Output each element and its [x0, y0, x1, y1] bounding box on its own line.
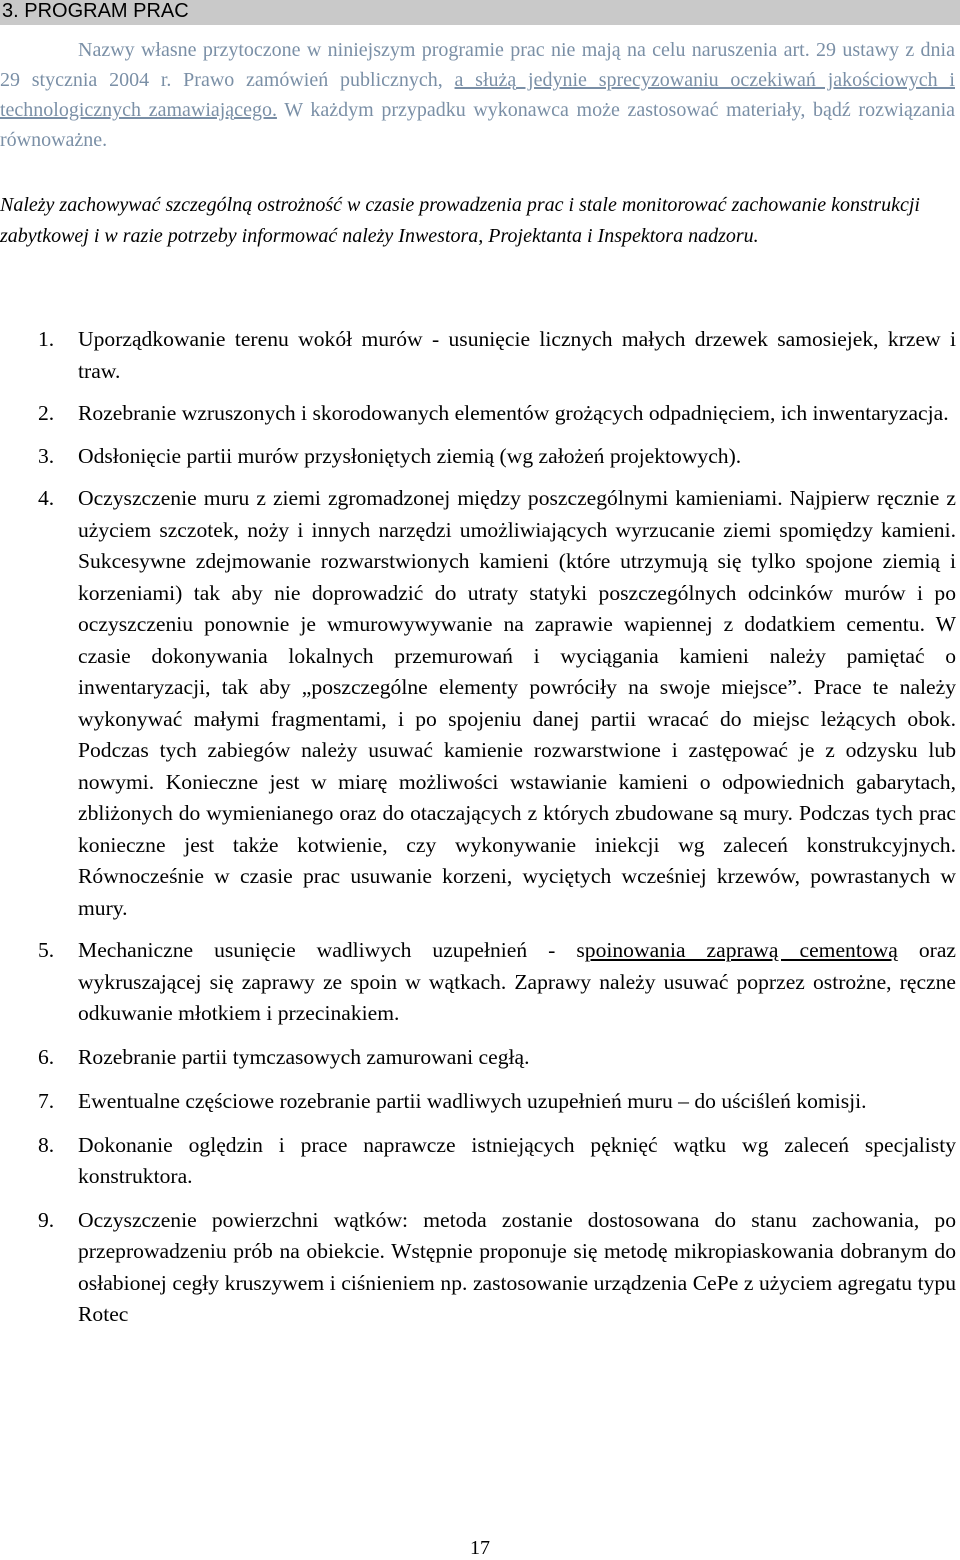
list-number: 3.: [38, 443, 55, 468]
work-steps-list: [0, 324, 956, 1331]
list-text: Dokonanie oględzin i prace naprawcze istniejących pęknięć wątku wg zaleceń specjalisty konstruktora.: [78, 1132, 956, 1188]
list-item: [0, 1205, 956, 1331]
section-heading: 3. PROGRAM PRAC: [0, 0, 960, 25]
list-text: Odsłonięcie partii murów przysłoniętych ziemią (wg założeń projektowych).: [78, 443, 742, 468]
list-item: [0, 1130, 956, 1193]
list-item: [0, 1042, 956, 1074]
list-number: 7.: [38, 1089, 55, 1113]
list-number: 6.: [38, 1044, 55, 1069]
legal-note: [0, 35, 955, 155]
list-number: 2.: [38, 401, 55, 425]
page-number: 17: [470, 1537, 490, 1559]
list-text: Rozebranie partii tymczasowych zamurowani cegłą.: [78, 1044, 530, 1069]
list-item: [0, 483, 956, 924]
legal-note-part-3: W każdym przypadku wykonawca może zastosować materiały, bądź rozwiązania równoważne.: [0, 99, 956, 151]
list-text: Ewentualne częściowe rozebranie partii wadliwych uzupełnień muru – do uściśleń komisji.: [78, 1089, 867, 1113]
list-item: [0, 324, 956, 387]
list-text-part-1: Mechaniczne usunięcie wadliwych uzupełnień - s: [78, 938, 585, 962]
list-text-underlined: poinowania zaprawą cementową: [584, 938, 898, 962]
list-text-part-3: oraz wykruszającej się zaprawy ze spoin w wątkach. Zaprawy należy usuwać poprzez ostrożne, ręczne odkuwanie młotkiem i przecinakiem.: [78, 938, 956, 1025]
legal-note-part-1: Nazwy własne przytoczone w niniejszym programie prac nie mają na celu naruszenia art. 29 ustawy z dnia 29 stycznia 2004 r. Prawo zamówień publicznych,: [0, 39, 955, 91]
list-number: 9.: [38, 1207, 55, 1232]
list-number: 5.: [38, 938, 55, 962]
list-item: [0, 935, 956, 1030]
list-text: Oczyszczenie powierzchni wątków: metoda zostanie dostosowana do stanu zachowania, po przeprowadzeniu prób na obiekcie. Wstępnie proponuje się metodę mikropiaskowania dobranym do osłabionej cegły kruszywem i ciśnieniem np. zastosowanie urządzenia CePe z użyciem agregatu typu Rotec: [78, 1207, 956, 1326]
list-item: [0, 1086, 956, 1118]
list-number: 1.: [38, 327, 55, 351]
list-text: Uporządkowanie terenu wokół murów - usunięcie licznych małych drzewek samosiejek, krzew i traw.: [78, 327, 956, 383]
caution-paragraph: Należy zachowywać szczególną ostrożność w czasie prowadzenia prac i stale monitorować zachowanie konstrukcji zabytkowej i w razie potrzeby informować należy Inwestora, Projektanta i Inspektora nadzoru.: [0, 194, 920, 247]
list-item: [0, 441, 956, 473]
list-number: 4.: [38, 486, 55, 510]
list-text: Oczyszczenie muru z ziemi zgromadzonej między poszczególnymi kamieniami. Najpierw ręcznie z użyciem szczotek, noży i innych narzędzi umożliwiających wyrzucanie ziemi spomiędzy kamieni. Sukcesywne zdejmowanie rozwarstwionych kamieni (które utrzymują się tylko spojone ziemią i korzeniami) tak aby nie doprowadzić do utraty statyki poszczególnych odcinków murów i po oczyszczeniu ponownie je wmurowywywanie na zaprawie wapiennej z dodatkiem cementu. W czasie dokonywania lokalnych przemurowań i wyciągania kamieni należy pamiętać o inwentaryzacji, tak aby „poszczególne elementy powróciły na swoje miejsce”. Prace te należy wykonywać małymi fragmentami, i po spojeniu danej partii wracać do miejsc leżących obok. Podczas tych zabiegów należy usuwać kamienie rozwarstwione i zastępować je z odzysku lub nowymi. Konieczne jest w miarę możliwości wstawianie kamieni o odpowiednich gabarytach, zbliżonych do wymienianego oraz do otaczających z których zbudowane są mury. Podczas tych prac konieczne jest także kotwienie, czy wykonywanie iniekcji wg zaleceń konstrukcyjnych. Równocześnie w czasie prac usuwanie korzeni, wyciętych wcześniej krzewów, powrastanych w mury.: [78, 486, 956, 920]
list-text: Rozebranie wzruszonych i skorodowanych elementów grożących odpadnięciem, ich inwentaryzacja.: [78, 401, 949, 425]
legal-note-underlined: a służą jedynie sprecyzowaniu oczekiwań jakościowych i technologicznych zamawiającego.: [0, 69, 955, 121]
list-item: [0, 398, 956, 430]
list-number: 8.: [38, 1132, 55, 1157]
